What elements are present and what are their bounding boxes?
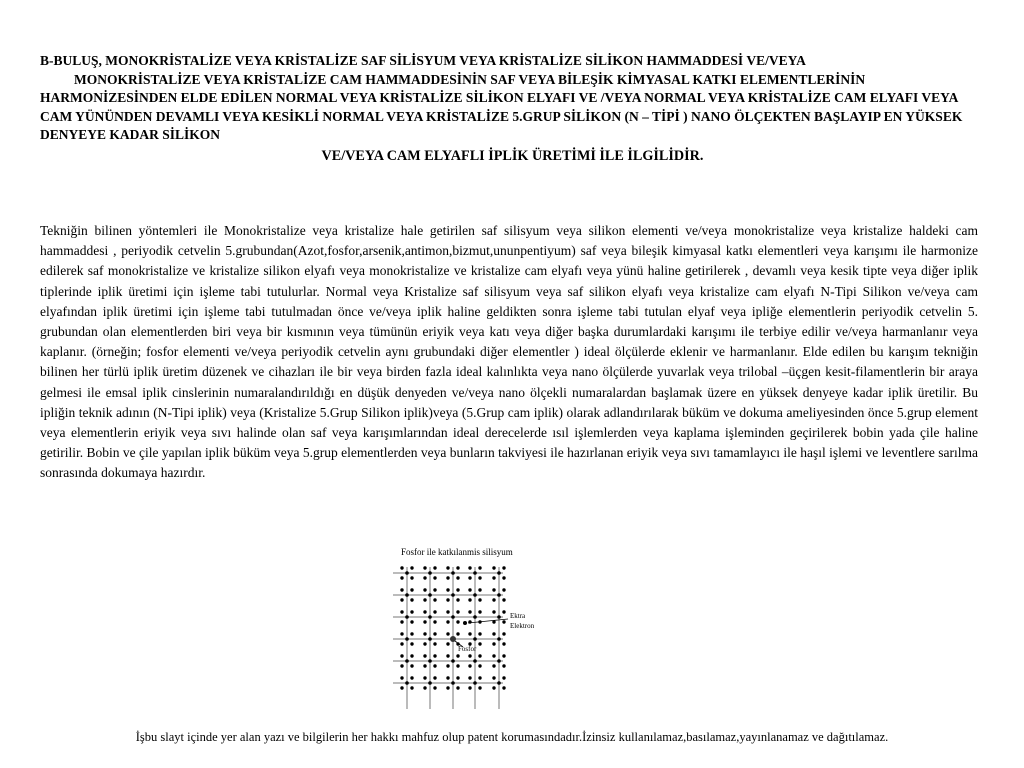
bond-electron bbox=[433, 610, 436, 613]
bond-electron bbox=[433, 686, 436, 689]
extra-label-1: Ektra bbox=[510, 612, 526, 620]
extra-electron bbox=[463, 621, 467, 625]
bond-electron bbox=[502, 576, 505, 579]
bond-electron bbox=[433, 598, 436, 601]
title-line-3: VE/VEYA CAM ELYAFLI İPLİK ÜRETİMİ İLE İLGİLİDİR. bbox=[321, 147, 704, 164]
atom-node bbox=[428, 615, 432, 619]
bond-electron bbox=[423, 632, 426, 635]
bond-electron bbox=[446, 576, 449, 579]
bond-electron bbox=[468, 632, 471, 635]
bond-electron bbox=[492, 588, 495, 591]
bond-electron bbox=[468, 676, 471, 679]
bond-electron bbox=[410, 576, 413, 579]
bond-electron bbox=[423, 642, 426, 645]
bond-electron bbox=[478, 642, 481, 645]
bond-electron bbox=[433, 664, 436, 667]
bond-electron bbox=[478, 664, 481, 667]
atom-node bbox=[428, 659, 432, 663]
bond-electron bbox=[456, 620, 459, 623]
bond-electron bbox=[423, 664, 426, 667]
lattice-grid bbox=[393, 566, 508, 709]
bond-electron bbox=[502, 686, 505, 689]
bond-electron bbox=[446, 686, 449, 689]
bond-electron bbox=[456, 576, 459, 579]
bond-electron bbox=[423, 676, 426, 679]
bond-electron bbox=[478, 576, 481, 579]
atom-node bbox=[428, 637, 432, 641]
atom-node bbox=[473, 659, 477, 663]
bond-electron bbox=[400, 598, 403, 601]
bond-electron bbox=[400, 588, 403, 591]
atom-node bbox=[405, 637, 409, 641]
atom-node bbox=[451, 659, 455, 663]
bond-electron bbox=[446, 566, 449, 569]
bond-electron bbox=[502, 610, 505, 613]
bond-electron bbox=[400, 642, 403, 645]
atom-node bbox=[405, 681, 409, 685]
bond-electron bbox=[492, 576, 495, 579]
bond-electron bbox=[446, 642, 449, 645]
bond-electron bbox=[446, 598, 449, 601]
atom-node bbox=[451, 571, 455, 575]
bond-electron bbox=[468, 654, 471, 657]
bond-electron bbox=[446, 676, 449, 679]
atom-node bbox=[473, 681, 477, 685]
bond-electron bbox=[433, 588, 436, 591]
bond-electron bbox=[400, 664, 403, 667]
bond-electron bbox=[456, 676, 459, 679]
document-title bbox=[40, 52, 985, 166]
bond-electron bbox=[478, 632, 481, 635]
atom-node bbox=[405, 659, 409, 663]
bond-electron bbox=[456, 654, 459, 657]
atom-node bbox=[451, 593, 455, 597]
bond-electron bbox=[468, 588, 471, 591]
bond-electron bbox=[410, 676, 413, 679]
bond-electron bbox=[478, 654, 481, 657]
bond-electron bbox=[478, 566, 481, 569]
phosphorus-label: Fosfor bbox=[458, 645, 477, 653]
atom-node bbox=[497, 681, 501, 685]
bond-electron bbox=[492, 566, 495, 569]
bond-electron bbox=[410, 654, 413, 657]
bond-electron bbox=[423, 654, 426, 657]
atom-node bbox=[497, 571, 501, 575]
bond-electron bbox=[433, 654, 436, 657]
bond-electron bbox=[456, 686, 459, 689]
extra-electron-pointer bbox=[468, 619, 508, 623]
atom-node bbox=[473, 637, 477, 641]
atom-node bbox=[405, 615, 409, 619]
atom-node bbox=[473, 571, 477, 575]
bond-electron bbox=[433, 676, 436, 679]
atom-node bbox=[473, 593, 477, 597]
atom-node bbox=[428, 681, 432, 685]
atom-node bbox=[405, 571, 409, 575]
bond-electron bbox=[410, 566, 413, 569]
bond-electron bbox=[423, 588, 426, 591]
bond-electron bbox=[502, 676, 505, 679]
bond-electron bbox=[502, 620, 505, 623]
bond-electron bbox=[446, 588, 449, 591]
bond-electron bbox=[400, 654, 403, 657]
bond-electron bbox=[400, 566, 403, 569]
bond-electron bbox=[492, 676, 495, 679]
atom-node bbox=[405, 593, 409, 597]
copyright-notice: İşbu slayt içinde yer alan yazı ve bilgilerin her hakkı mahfuz olup patent korumasındadır.İzinsiz kullanılamaz,basılamaz,yayınlanamaz ve dağıtılamaz. bbox=[135, 730, 889, 744]
bond-electron bbox=[502, 664, 505, 667]
bond-electron bbox=[446, 632, 449, 635]
bond-electron bbox=[468, 576, 471, 579]
title-line-1: B-BULUŞ, MONOKRİSTALİZE VEYA KRİSTALİZE SAF SİLİSYUM VEYA KRİSTALİZE SİLİKON HAMMADDESİ VE/VEYA bbox=[40, 53, 806, 68]
atom-node bbox=[497, 659, 501, 663]
bond-electron bbox=[400, 620, 403, 623]
bond-electron bbox=[433, 566, 436, 569]
bond-electron bbox=[410, 642, 413, 645]
bond-electron bbox=[446, 620, 449, 623]
bond-electron bbox=[492, 598, 495, 601]
atom-node bbox=[497, 615, 501, 619]
bond-electron bbox=[492, 632, 495, 635]
bond-electron bbox=[433, 620, 436, 623]
bond-electron bbox=[492, 686, 495, 689]
figure-caption: Fosfor ile katkılanmis silisyum bbox=[401, 547, 513, 557]
bond-electron bbox=[400, 676, 403, 679]
bond-electron bbox=[468, 566, 471, 569]
bond-electron bbox=[468, 598, 471, 601]
bond-electron bbox=[456, 598, 459, 601]
bond-electron bbox=[478, 676, 481, 679]
silicon-lattice-figure bbox=[385, 543, 555, 713]
bond-electron bbox=[423, 610, 426, 613]
atom-node bbox=[473, 615, 477, 619]
bond-electron bbox=[400, 632, 403, 635]
bond-electron bbox=[456, 632, 459, 635]
bond-electron bbox=[492, 642, 495, 645]
bond-electron bbox=[502, 598, 505, 601]
bond-electron bbox=[410, 664, 413, 667]
bond-electron bbox=[468, 664, 471, 667]
bond-electron bbox=[478, 588, 481, 591]
lattice-diagram bbox=[385, 543, 555, 713]
body-paragraph: Tekniğin bilinen yöntemleri ile Monokristalize veya kristalize hale getirilen saf silisyum veya silikon elementi ve/veya monokristalize veya kristalize haldeki cam hammaddesi , periyodik cetvelin 5.grubundan(Azot,fosfor,arsenik,antimon,bizmut,ununpentiyum) saf veya bileşik kimyasal katkı elementleri veya karışımı ile harmonize edilerek saf monokristalize ve kristalize silikon elyafı veya monokristalize ve kristalize cam elyafı veya yünü haline getirilerek , devamlı veya kesik tipte veya diğer iplik tiplerinde iplik üretimi için işleme tabi tutulurlar. Normal veya Kristalize saf silisyum veya saf silikon elyafı veya kristalize cam elyafı N-Tipi Silikon ve/veya cam elyafından iplik üretimi için işleme tabi tutulmadan önce ve/veya iplik haline geldikten sonra işleme tabi tutulan elyaf veya ipliğe elementlerin periyodik cetvelin 5. grubundan olan elementlerden biri veya bir kısmının veya tümünün eriyik veya katı veya diğer başka durumlardaki karışımı ile terbiye edilir ve/veya harmanlanır veya kaplanır. (örneğin; fosfor elementi ve/veya periyodik cetvelin aynı grubundaki diğer elementler ) ideal ölçülerde eklenir ve harmanlanır. Elde edilen bu karışım tekniğin bilinen her türlü iplik üretim düzenek ve cihazları ile bir veya birden fazla ideal kalınlıkta veya nano ölçülerde yuvarlak veya trilobal –üçgen kesit-filamentlerin bir araya gelmesi ile emsal iplik cinslerinin numaralandırıldığı en düşük denyeden ve/veya nano ölçekli numaralardan başlamak üzere en yüksek denyeye kadar iplik üretilir. Bu ipliğin teknik adının (N-Tipi iplik) veya (Kristalize 5.Grup Silikon iplik)veya (5.Grup cam iplik) olarak adlandırılarak büküm ve dokuma ameliyesinden önce 5.grup element veya elementlerin eriyik veya sıvı halinde olan saf veya karışımlarından ideal derecelerde ısıl işlemlerden veya kaplama işleminden geçirilerek bobin yada çile haline getirilir. Bobin ve çile yapılan iplik büküm veya 5.grup elementlerden veya bunların takviyesi ile hazırlanan eriyik veya sıvı tamamlayıcı ile haşıl işlemi ve leventlere sarılma sonrasında dokumaya hazırdır. bbox=[40, 223, 978, 481]
bond-electron bbox=[456, 588, 459, 591]
bond-electron bbox=[410, 610, 413, 613]
bond-electron bbox=[502, 588, 505, 591]
bond-electron bbox=[502, 632, 505, 635]
bond-electron bbox=[456, 566, 459, 569]
bond-electron bbox=[468, 610, 471, 613]
bond-electron bbox=[423, 620, 426, 623]
bond-electron bbox=[400, 576, 403, 579]
bond-electron bbox=[478, 686, 481, 689]
bond-electron bbox=[456, 664, 459, 667]
bond-electron bbox=[478, 598, 481, 601]
bond-electron bbox=[502, 566, 505, 569]
bond-electron bbox=[446, 610, 449, 613]
atom-node bbox=[428, 593, 432, 597]
atom-node bbox=[428, 571, 432, 575]
bond-electron bbox=[468, 686, 471, 689]
bond-electron bbox=[400, 610, 403, 613]
bond-electron bbox=[433, 642, 436, 645]
bond-electron bbox=[478, 610, 481, 613]
title-line-2: MONOKRİSTALİZE VEYA KRİSTALİZE CAM HAMMADDESİNİN SAF VEYA BİLEŞİK KİMYASAL KATKI ELEMENTLERİNİN HARMONİZESİNDEN ELDE EDİLEN NORMAL VEYA KRİSTALİZE SİLİKON ELYAFI VE /VEYA NORMAL VEYA KRİSTALİZE CAM ELYAFI VEYA CAM YÜNÜNDEN DEVAMLI VEYA KESİKLİ NORMAL VEYA KRİSTALİZE 5.GRUP SİLİKON (N – TİPİ ) NANO ÖLÇEKTEN BAŞLAYIP EN YÜKSEK DENYEYE KADAR SİLİKON bbox=[40, 71, 963, 143]
bond-electron bbox=[492, 664, 495, 667]
bond-electron bbox=[410, 686, 413, 689]
bond-electron bbox=[446, 664, 449, 667]
extra-label-2: Elektron bbox=[510, 622, 535, 630]
atom-node bbox=[497, 593, 501, 597]
bond-electron bbox=[502, 642, 505, 645]
bond-electron bbox=[433, 632, 436, 635]
bond-electron bbox=[400, 686, 403, 689]
bond-electron bbox=[423, 576, 426, 579]
bond-electron bbox=[410, 632, 413, 635]
bond-electron bbox=[433, 576, 436, 579]
bond-electron bbox=[492, 610, 495, 613]
atom-node bbox=[451, 615, 455, 619]
bond-electron bbox=[446, 654, 449, 657]
atom-node bbox=[497, 637, 501, 641]
bond-electron bbox=[492, 654, 495, 657]
atom-node bbox=[451, 681, 455, 685]
bond-electron bbox=[456, 610, 459, 613]
bond-electron bbox=[410, 598, 413, 601]
bond-electron bbox=[423, 566, 426, 569]
bond-electron bbox=[410, 588, 413, 591]
bond-electron bbox=[410, 620, 413, 623]
bond-electron bbox=[423, 686, 426, 689]
bond-electron bbox=[423, 598, 426, 601]
bond-electron bbox=[502, 654, 505, 657]
